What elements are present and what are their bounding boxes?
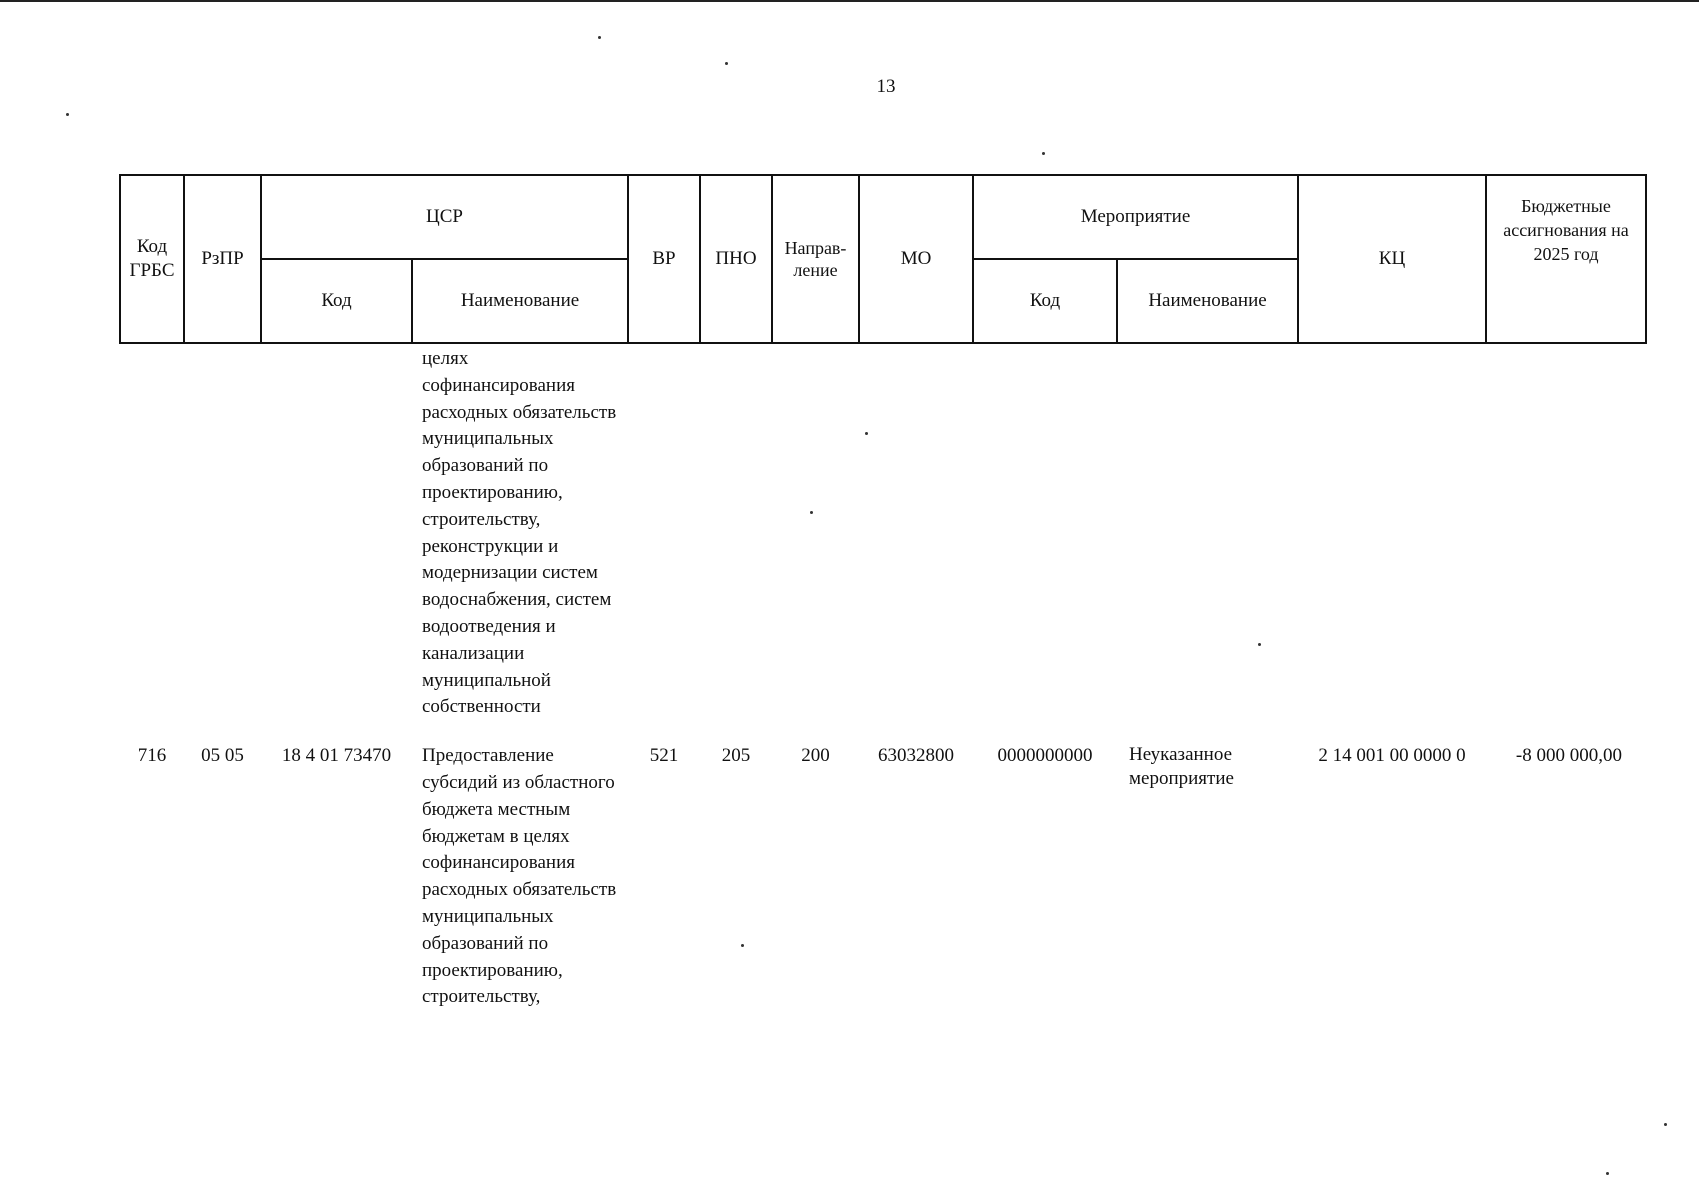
cell-budget <box>1486 343 1646 735</box>
header-mer-name: Наименование <box>1117 259 1298 343</box>
cell-csr-name: Предоставление субсидий из областного бюджета местным бюджетам в целях софинансирования расходных обязательств муниципальных образований по проектированию, строительству, <box>422 745 617 1008</box>
table-row <box>120 343 1646 735</box>
cell-mer-name <box>1117 343 1298 735</box>
cell-csr-name: целях софинансирования расходных обязательств муниципальных образований по проектированию, строительству, реконструкции и модернизации систем водоснабжения, систем водоотведения и канализации муниципальной собственности <box>422 348 617 718</box>
cell-vr <box>628 343 700 735</box>
scan-speck <box>598 36 601 39</box>
table-body <box>120 343 1646 1011</box>
cell-kod-grbs <box>120 343 184 735</box>
scan-speck <box>725 62 728 65</box>
scan-speck <box>741 944 744 947</box>
header-csr: ЦСР <box>261 175 628 259</box>
header-napravlenie: Направ-ление <box>772 175 859 343</box>
cell-kod-grbs: 716 <box>137 745 167 767</box>
cell-csr-kod: 18 4 01 73470 <box>281 745 392 767</box>
header-meropriyatie: Мероприятие <box>973 175 1298 259</box>
scan-speck <box>1258 643 1261 646</box>
scan-speck <box>1042 152 1045 155</box>
header-mer-kod: Код <box>973 259 1117 343</box>
cell-pno: 205 <box>721 745 751 767</box>
header-rzpr: РзПР <box>184 175 261 343</box>
cell-mer-kod <box>973 343 1117 735</box>
header-vr: ВР <box>628 175 700 343</box>
cell-napravlenie: 200 <box>801 745 830 767</box>
budget-table <box>119 174 1647 1011</box>
header-pno: ПНО <box>700 175 772 343</box>
page-top-border <box>0 0 1699 2</box>
header-csr-name: Наименование <box>412 259 628 343</box>
scan-speck <box>1664 1123 1667 1126</box>
scan-speck <box>865 432 868 435</box>
cell-csr-kod <box>261 343 412 735</box>
cell-budget: -8 000 000,00 <box>1515 745 1622 767</box>
scan-speck <box>1606 1172 1609 1175</box>
scan-speck <box>810 511 813 514</box>
cell-rzpr <box>184 343 261 735</box>
header-kc: КЦ <box>1298 175 1486 343</box>
cell-vr: 521 <box>649 745 679 767</box>
cell-rzpr: 05 05 <box>201 745 244 767</box>
cell-pno <box>700 343 772 735</box>
cell-kc <box>1298 343 1486 735</box>
cell-napravlenie <box>772 343 859 735</box>
table-row <box>120 735 1646 1011</box>
cell-mo <box>859 343 973 735</box>
page-number: 13 <box>876 76 896 97</box>
header-kod-grbs: Код ГРБС <box>120 175 184 343</box>
table-header <box>120 175 1646 343</box>
cell-kc: 2 14 001 00 0000 0 <box>1318 745 1466 767</box>
header-budget: Бюджетные ассигнования на 2025 год <box>1486 175 1646 343</box>
scan-speck <box>66 113 69 116</box>
header-csr-kod: Код <box>261 259 412 343</box>
header-mo: МО <box>859 175 973 343</box>
cell-mo: 63032800 <box>878 745 954 767</box>
cell-mer-name: Неуказанное мероприятие <box>1129 744 1234 790</box>
cell-mer-kod: 0000000000 <box>997 745 1093 767</box>
